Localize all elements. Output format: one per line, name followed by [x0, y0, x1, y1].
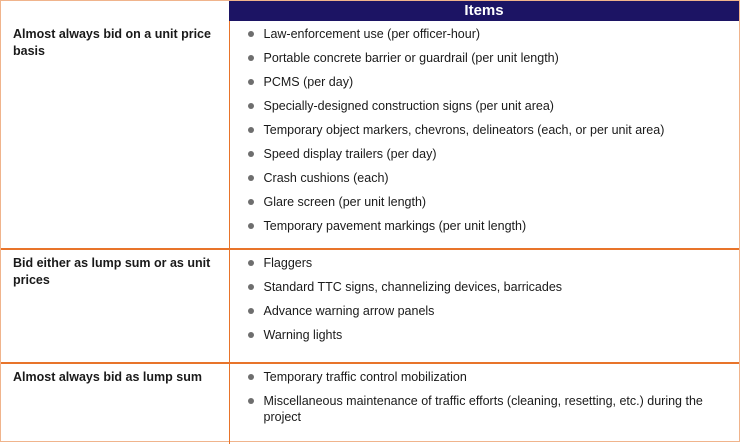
item-text: Temporary object markers, chevrons, delineators (each, or per unit area): [263, 123, 665, 137]
list-item: [230, 26, 740, 42]
table-row: [1, 249, 739, 363]
list-item: [230, 369, 740, 385]
list-item: [230, 50, 740, 66]
item-text: Advance warning arrow panels: [263, 304, 435, 318]
bullet-icon: [248, 223, 254, 229]
item-text: Specially-designed construction signs (per unit area): [263, 99, 554, 113]
bullet-icon: [248, 151, 254, 157]
list-item: [230, 194, 740, 210]
category-cell: Almost always bid as lump sum: [1, 363, 229, 444]
item-text: Warning lights: [263, 328, 343, 342]
bid-items-table: [1, 21, 739, 444]
items-cell: [229, 249, 739, 363]
item-text: Crash cushions (each): [263, 171, 389, 185]
item-text: Glare screen (per unit length): [263, 195, 427, 209]
category-cell: Almost always bid on a unit price basis: [1, 21, 229, 249]
item-text: Law-enforcement use (per officer-hour): [263, 27, 481, 41]
list-item: [230, 393, 740, 425]
bullet-icon: [248, 79, 254, 85]
item-list: [230, 250, 740, 343]
table-row: [1, 363, 739, 444]
table-header: [1, 1, 739, 21]
list-item: [230, 327, 740, 343]
list-item: [230, 98, 740, 114]
list-item: [230, 218, 740, 234]
category-cell: Bid either as lump sum or as unit prices: [1, 249, 229, 363]
item-list: [230, 364, 740, 425]
bullet-icon: [248, 55, 254, 61]
table-row: [1, 21, 739, 249]
bullet-icon: [248, 308, 254, 314]
item-text: Speed display trailers (per day): [263, 147, 437, 161]
bullet-icon: [248, 284, 254, 290]
list-item: [230, 170, 740, 186]
items-cell: [229, 363, 739, 444]
item-text: Standard TTC signs, channelizing devices, barricades: [263, 280, 563, 294]
item-text: Miscellaneous maintenance of traffic efforts (cleaning, resetting, etc.) during the project: [263, 394, 703, 424]
item-text: Temporary pavement markings (per unit length): [263, 219, 527, 233]
bullet-icon: [248, 127, 254, 133]
list-item: [230, 255, 740, 271]
bullet-icon: [248, 260, 254, 266]
list-item: [230, 122, 740, 138]
item-text: Portable concrete barrier or guardrail (per unit length): [263, 51, 559, 65]
item-text: PCMS (per day): [263, 75, 354, 89]
item-text: Temporary traffic control mobilization: [263, 370, 467, 384]
list-item: [230, 74, 740, 90]
bullet-icon: [248, 31, 254, 37]
list-item: [230, 303, 740, 319]
bullet-icon: [248, 103, 254, 109]
list-item: [230, 146, 740, 162]
item-text: Flaggers: [263, 256, 313, 270]
items-cell: [229, 21, 739, 249]
bullet-icon: [248, 374, 254, 380]
bullet-icon: [248, 175, 254, 181]
header-blank-cell: [1, 1, 229, 21]
bullet-icon: [248, 398, 254, 404]
item-list: [230, 21, 740, 234]
items-header: Items: [229, 1, 739, 21]
list-item: [230, 279, 740, 295]
bullet-icon: [248, 332, 254, 338]
bullet-icon: [248, 199, 254, 205]
